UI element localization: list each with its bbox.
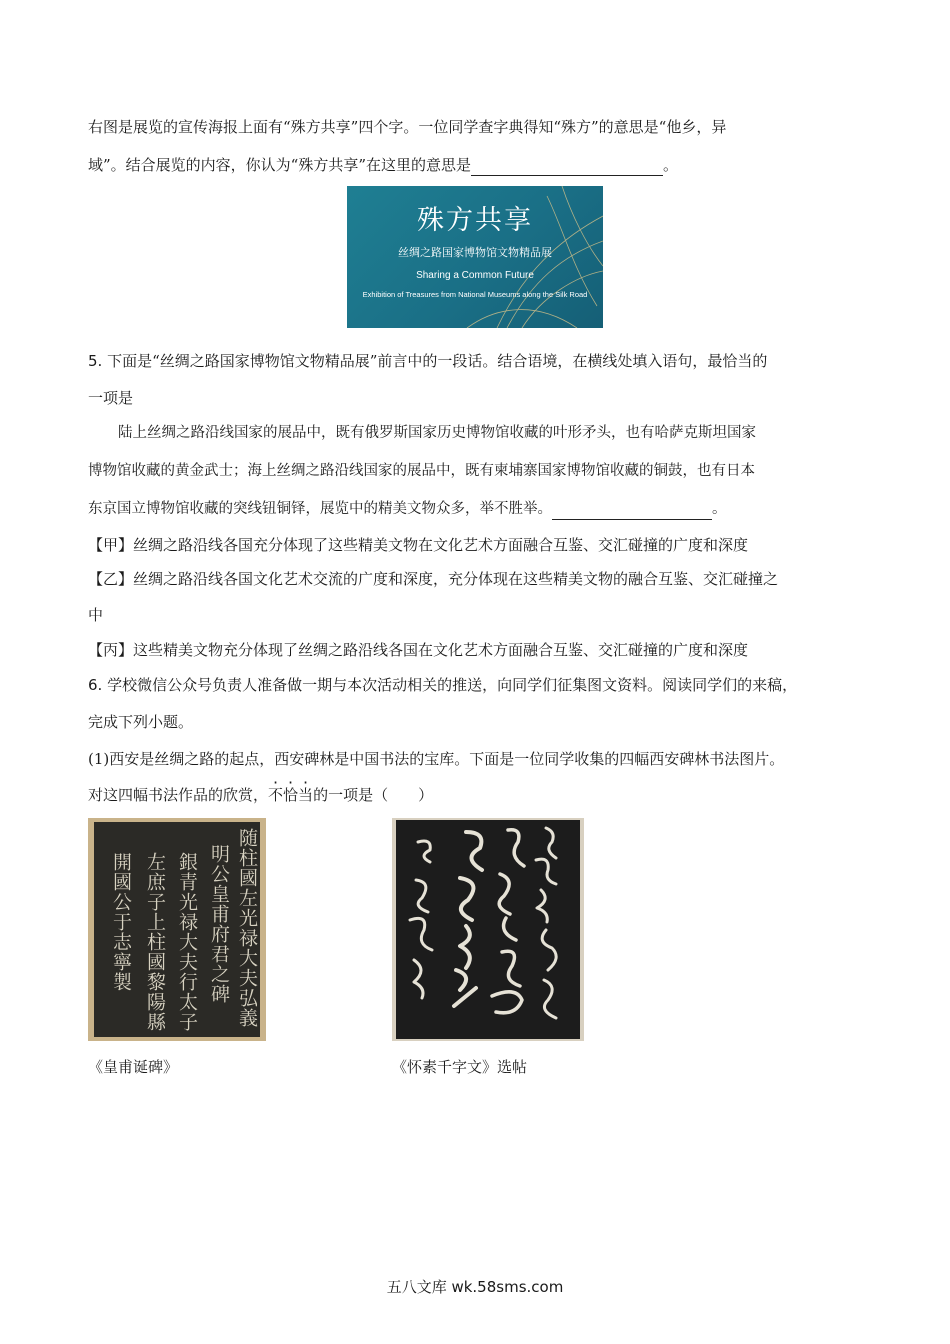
question-5-line-2: 一项是 bbox=[88, 389, 134, 407]
passage-line-3-end: 。 bbox=[712, 501, 727, 517]
passage-line-3-text: 东京国立博物馆收藏的突线钮铜铎，展览中的精美文物众多，举不胜举。 bbox=[88, 501, 552, 517]
exhibition-poster bbox=[347, 186, 603, 328]
poster-subtitle: 丝绸之路国家博物馆文物精品展 bbox=[398, 246, 552, 259]
poster-english-subtitle: Exhibition of Treasures from National Museums along the Silk Road bbox=[362, 290, 588, 299]
sub-question-1-line-2 bbox=[88, 784, 433, 806]
option-bing[interactable]: 【丙】这些精美文物充分体现了丝绸之路沿线各国在文化艺术方面融合互鉴、交汇碰撞的广度和深度 bbox=[88, 641, 749, 659]
rubbing-column-3: 銀青光禄大夫行太子 bbox=[176, 852, 198, 1032]
rubbing-stone bbox=[94, 822, 260, 1037]
caption-huaisu: 《怀素千字文》选帖 bbox=[392, 1058, 528, 1076]
option-yi-continued: 中 bbox=[88, 606, 104, 624]
emphasis-not-appropriate bbox=[268, 786, 313, 804]
rubbing-column-5: 開國公于志寧製 bbox=[110, 852, 132, 992]
rubbing-stone bbox=[396, 820, 580, 1039]
question-6-number: 6. bbox=[88, 676, 103, 694]
sub-question-1-line-1: (1)西安是丝绸之路的起点，西安碑林是中国书法的宝库。下面是一位同学收集的四幅西安碑林书法图片。 bbox=[88, 750, 785, 768]
rubbing-column-2: 明公皇甫府君之碑 bbox=[208, 844, 230, 1004]
rubbing-column-4: 左庶子上柱國黎陽縣 bbox=[144, 852, 166, 1032]
option-yi[interactable]: 【乙】丝绸之路沿线各国文化艺术交流的广度和深度，充分体现在这些精美文物的融合互鉴、交汇碰撞之 bbox=[88, 570, 779, 588]
emphasis-char-3: 当 bbox=[298, 786, 314, 804]
passage-line-1: 陆上丝绸之路沿线国家的展品中，既有俄罗斯国家历史博物馆收藏的叶形矛头，也有哈萨克斯坦国家 bbox=[118, 425, 756, 441]
emphasis-char-2: 恰 bbox=[283, 786, 299, 804]
question-4-line-2-end: 。 bbox=[663, 156, 679, 174]
question-4-line-2 bbox=[88, 154, 678, 176]
passage-blank[interactable] bbox=[552, 501, 712, 520]
question-5-text: 下面是“丝绸之路国家博物馆文物精品展”前言中的一段话。结合语境，在横线处填入语句，最恰当的 bbox=[102, 352, 768, 370]
calligraphy-rubbing-huangfu bbox=[88, 818, 266, 1041]
question-5-number: 5. bbox=[88, 352, 103, 370]
question-4-line-2-text: 域”。结合展览的内容，你认为“殊方共享”在这里的意思是 bbox=[88, 156, 472, 174]
rubbing-column-1: 随柱國左光禄大夫弘義 bbox=[236, 828, 258, 1028]
question-4-line-1: 右图是展览的宣传海报上面有“殊方共享”四个字。一位同学查字典得知“殊方”的意思是“他乡，异 bbox=[88, 118, 727, 136]
passage-line-3 bbox=[88, 498, 727, 520]
poster-title: 殊方共享 bbox=[417, 205, 533, 236]
emphasis-char-1: 不 bbox=[268, 786, 284, 804]
cursive-strokes bbox=[396, 820, 580, 1039]
footer-watermark: 五八文库 wk.58sms.com bbox=[386, 1278, 564, 1296]
calligraphy-rubbing-huaisu bbox=[392, 818, 584, 1041]
question-6-line-2: 完成下列小题。 bbox=[88, 713, 194, 731]
sub-question-prompt: 对这四幅书法作品的欣赏， bbox=[88, 786, 269, 804]
passage-line-2: 博物馆收藏的黄金武士；海上丝绸之路沿线国家的展品中，既有柬埔寨国家博物馆收藏的铜鼓，也有日本 bbox=[88, 463, 755, 479]
answer-blank[interactable] bbox=[471, 157, 663, 176]
question-6-line-1 bbox=[88, 674, 797, 696]
poster-english-title: Sharing a Common Future bbox=[416, 270, 534, 281]
option-jia[interactable]: 【甲】丝绸之路沿线各国充分体现了这些精美文物在文化艺术方面融合互鉴、交汇碰撞的广度和深度 bbox=[88, 536, 749, 554]
question-5-line-1 bbox=[88, 350, 767, 372]
sub-question-prompt-end: 的一项是（ ） bbox=[313, 786, 434, 804]
question-6-text: 学校微信公众号负责人准备做一期与本次活动相关的推送，向同学们征集图文资料。阅读同学们的来稿， bbox=[102, 676, 798, 694]
caption-huangfu: 《皇甫诞碑》 bbox=[88, 1058, 179, 1076]
